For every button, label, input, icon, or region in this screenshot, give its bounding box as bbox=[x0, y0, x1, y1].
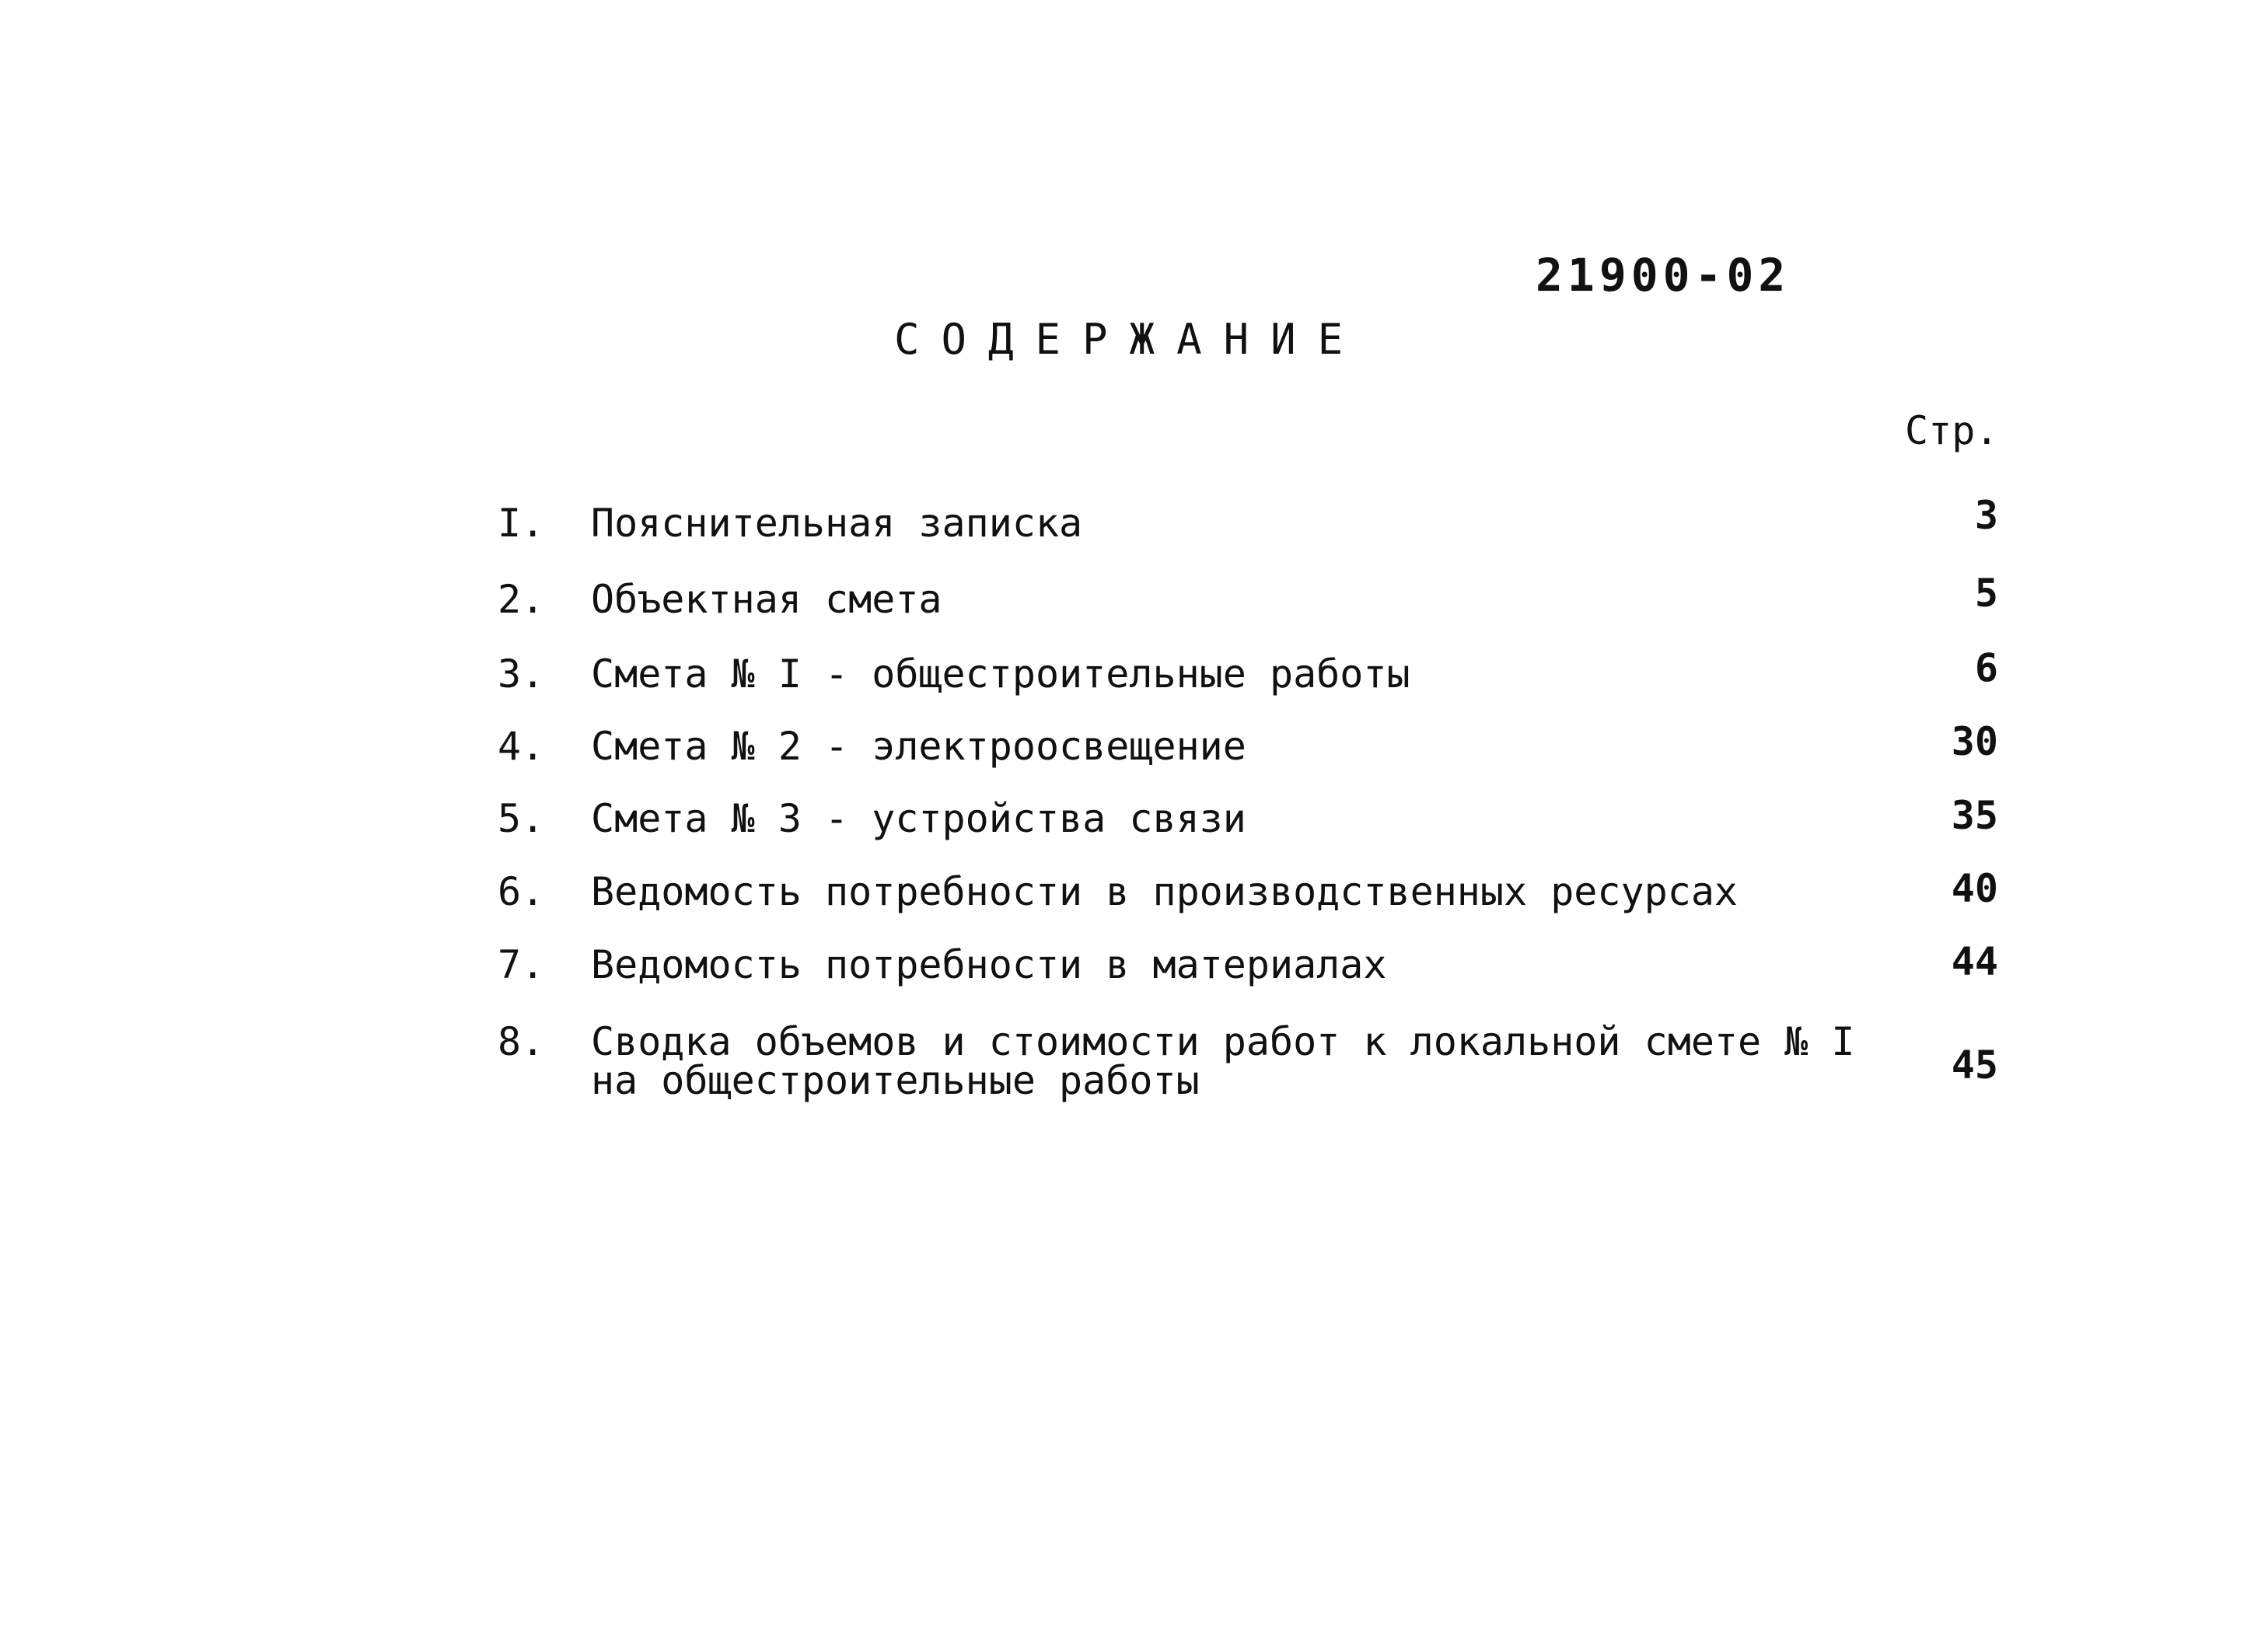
toc-text: Ведомость потребности в материалах bbox=[591, 942, 1387, 987]
toc-number: I. bbox=[498, 501, 545, 546]
toc-text: Ведомость потребности в производственных ресурсах bbox=[591, 869, 1739, 914]
toc-page: 30 bbox=[1951, 719, 1998, 764]
toc-number: 7. bbox=[498, 942, 545, 987]
toc-number: 5. bbox=[498, 796, 545, 841]
toc-text: Смета № 2 - электроосвещение bbox=[591, 724, 1246, 769]
toc-number: 8. bbox=[498, 1019, 545, 1064]
toc-page: 45 bbox=[1951, 1043, 1998, 1088]
toc-text-line2: на общестроительные работы bbox=[591, 1058, 1200, 1103]
document-number: 21900-02 bbox=[1536, 249, 1791, 302]
toc-text: Объектная смета bbox=[591, 577, 942, 622]
toc-page: 35 bbox=[1951, 793, 1998, 838]
toc-text: Сводка объемов и стоимости работ к локальной смете № I bbox=[591, 1019, 1855, 1064]
toc-page: 40 bbox=[1951, 866, 1998, 911]
toc-text: Пояснительная записка bbox=[591, 501, 1083, 546]
toc-number: 2. bbox=[498, 577, 545, 622]
toc-page: 3 bbox=[1974, 493, 1998, 538]
document-title: СОДЕРЖАНИЕ bbox=[894, 315, 1365, 364]
toc-number: 6. bbox=[498, 869, 545, 914]
toc-number: 3. bbox=[498, 651, 545, 697]
toc-text: Смета № I - общестроительные работы bbox=[591, 651, 1410, 697]
toc-text: Смета № 3 - устройства связи bbox=[591, 796, 1246, 841]
page-column-header: Стр. bbox=[1905, 408, 1999, 453]
toc-number: 4. bbox=[498, 724, 545, 769]
toc-page: 6 bbox=[1974, 645, 1998, 690]
toc-page: 44 bbox=[1951, 939, 1998, 984]
toc-page: 5 bbox=[1974, 571, 1998, 616]
